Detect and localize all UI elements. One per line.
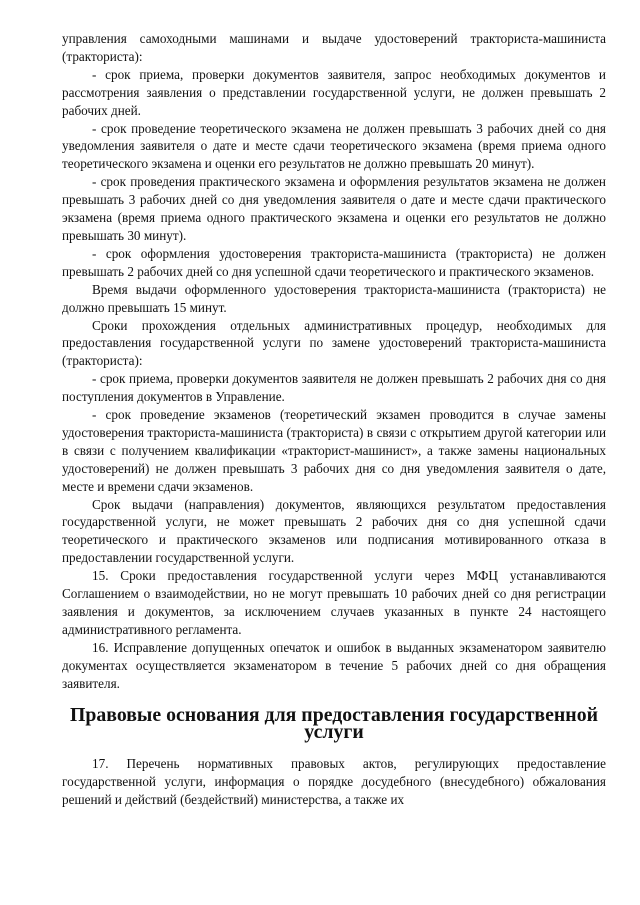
paragraph: - срок проведение экзаменов (теоретический экзамен проводится в случае замены удостоверения тракториста-машиниста (тракториста) в связи с открытием другой категории или в связи с получением квалификации «тракторист-машинист», а также замены национальных удостоверений) не должен превышать 3 рабочих дня со дня уведомления заявителя о дате, месте и времени сдачи экзаменов. — [62, 407, 606, 494]
paragraph: 17. Перечень нормативных правовых актов, регулирующих предоставление государственной услуги, информация о порядке досудебного (внесудебного) обжалования решений и действий (бездействий) министерства, а также их — [62, 756, 606, 808]
paragraph: - срок оформления удостоверения тракториста-машиниста (тракториста) не должен превышать 2 рабочих дней со дня успешной сдачи теоретического и практического экзаменов. — [62, 245, 606, 279]
paragraph: Время выдачи оформленного удостоверения тракториста-машиниста (тракториста) не должно превышать 15 минут. — [62, 281, 606, 315]
paragraph: - срок проведения практического экзамена и оформления результатов экзамена не должен превышать 3 рабочих дней со дня уведомления заявителя о дате и месте сдачи практического экзамена (время приема одного практического экзамена и оценки его результатов не должно превышать 30 минут). — [62, 174, 606, 243]
paragraph: Срок выдачи (направления) документов, являющихся результатом предоставления государственной услуги, не может превышать 2 рабочих дня со дня успешной сдачи теоретического и практического экзаменов или подписания мотивированного отказа в предоставлении государственной услуги. — [62, 496, 606, 566]
paragraph: - срок проведение теоретического экзамена не должен превышать 3 рабочих дней со дня уведомления заявителя о дате и месте сдачи теоретического экзамена (время приема одного теоретического экзамена и оценки его результатов не должно превышать 20 минут). — [62, 120, 606, 172]
paragraph: 16. Исправление допущенных опечаток и ошибок в выданных экзаменатором заявителю документах осуществляется экзаменатором в течение 5 рабочих дней со дня обращения заявителя. — [62, 639, 606, 691]
paragraph: - срок приема, проверки документов заявителя не должен превышать 2 рабочих дня со дня поступления документов в Управление. — [62, 371, 606, 405]
paragraph: - срок приема, проверки документов заявителя, запрос необходимых документов и рассмотрения заявления о представлении государственной услуги, не должен превышать 2 рабочих дней. — [62, 66, 606, 118]
paragraph: управления самоходными машинами и выдаче удостоверений тракториста-машиниста (тракториста): — [62, 31, 606, 64]
paragraph: Сроки прохождения отдельных административных процедур, необходимых для предоставления государственной услуги по замене удостоверений тракториста-машиниста (тракториста): — [62, 317, 606, 369]
paragraph: 15. Сроки предоставления государственной услуги через МФЦ устанавливаются Соглашением о взаимодействии, но не могут превышать 10 рабочих дней со дня регистрации заявления и документов, за исключением случаев указанных в пункте 24 настоящего административного регламента. — [62, 568, 606, 637]
section-heading: Правовые основания для предоставления государственной услуги — [70, 703, 598, 744]
